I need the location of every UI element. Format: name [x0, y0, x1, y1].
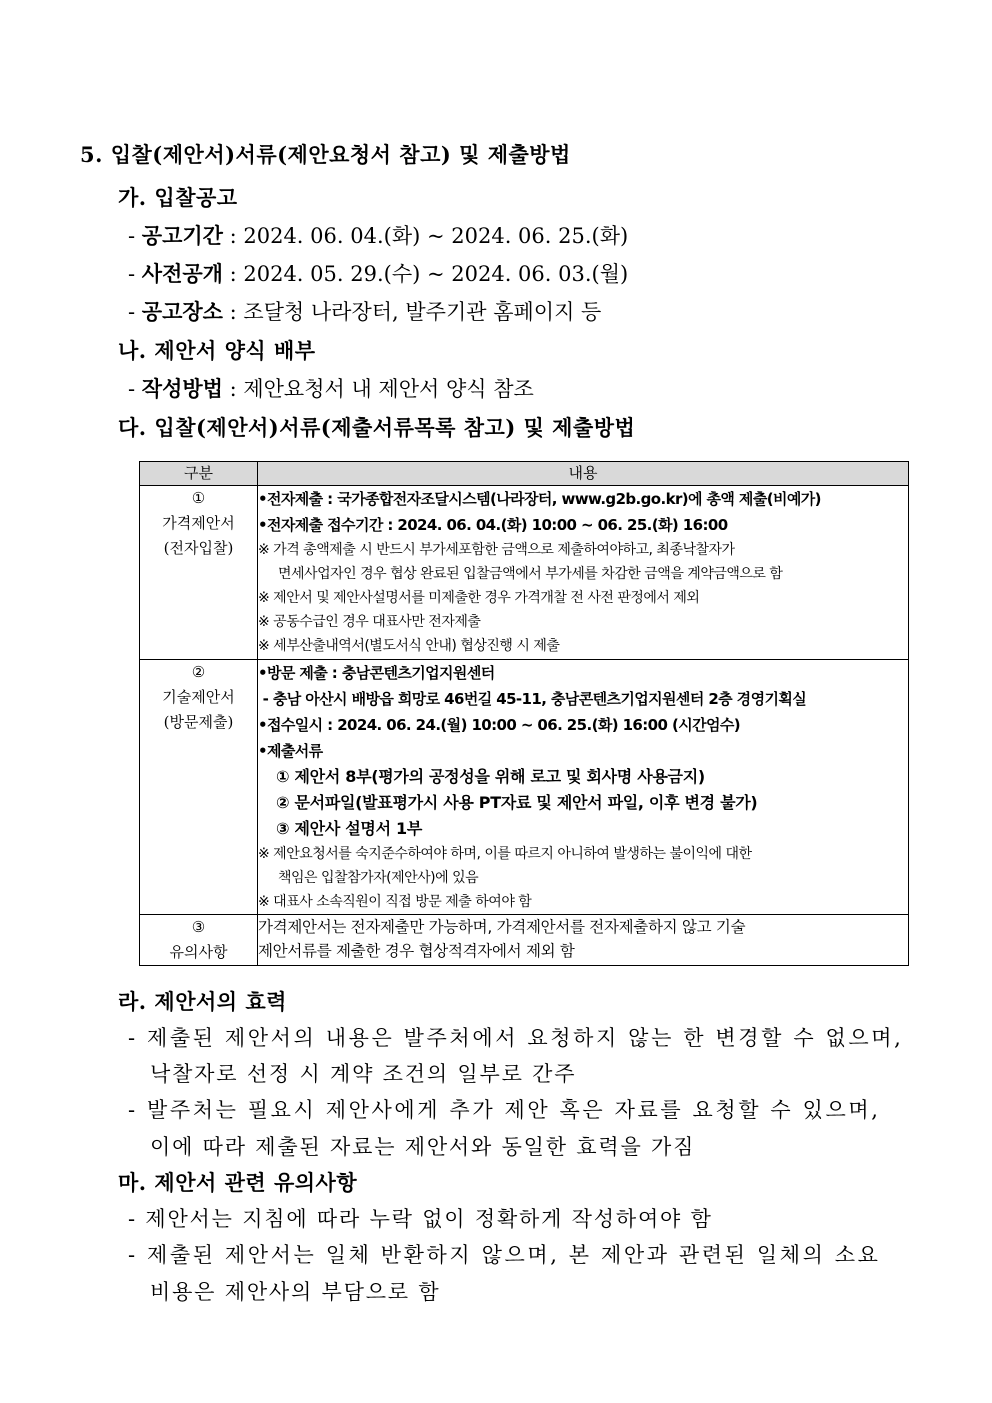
- content-line: •제출서류: [258, 742, 323, 760]
- note-line: ※ 세부산출내역서(별도서식 안내) 협상진행 시 제출: [258, 638, 560, 654]
- subsection-heading-na: 나. 제안서 양식 배부: [118, 338, 316, 363]
- content-line: •전자제출 : 국가종합전자조달시스템(나라장터, www.g2b.go.kr)에 총액 제출(비예가): [258, 490, 821, 508]
- content-line: 제안서류를 제출한 경우 협상적격자에서 제외 함: [258, 942, 575, 960]
- row-number: ②: [191, 663, 206, 681]
- item-value: : 제안요청서 내 제안서 양식 참조: [222, 377, 534, 401]
- note-line: ※ 가격 총액제출 시 반드시 부가세포함한 금액으로 제출하여야하고, 최종낙찰자가: [258, 542, 735, 558]
- row-label-price: [140, 486, 258, 660]
- table-row: [140, 660, 909, 915]
- item-label: 공고장소: [141, 299, 223, 324]
- subsection-heading-da: 다. 입찰(제안서)서류(제출서류목록 참고) 및 제출방법: [118, 415, 636, 440]
- note-line: 책임은 입찰참가자(제안사)에 있음: [278, 870, 479, 886]
- content-line: 가격제안서는 전자제출만 가능하며, 가격제안서를 전자제출하지 않고 기술: [258, 918, 746, 936]
- content-line: •방문 제출 : 충남콘텐츠기업지원센터: [258, 664, 495, 682]
- subsection-heading-ga: 가. 입찰공고: [118, 185, 238, 210]
- paragraph-line: 비용은 제안사의 부담으로 함: [150, 1280, 441, 1304]
- paragraph-line: 이에 따라 제출된 자료는 제안서와 동일한 효력을 가짐: [150, 1135, 696, 1159]
- item-value: : 조달청 나라장터, 발주기관 홈페이지 등: [222, 300, 602, 324]
- content-line: •전자제출 접수기간 : 2024. 06. 04.(화) 10:00 ~ 06. 25.(화) 16:00: [258, 516, 728, 534]
- table-row: [140, 486, 909, 660]
- paragraph-line: - 발주처는 필요시 제안사에게 추가 제안 혹은 자료를 요청할 수 있으며,: [128, 1098, 881, 1122]
- section-title: 5. 입찰(제안서)서류(제안요청서 참고) 및 제출방법: [80, 142, 571, 167]
- item-value: : 2024. 06. 04.(화) ~ 2024. 06. 25.(화): [222, 224, 629, 248]
- item-label: 공고기간: [141, 223, 223, 248]
- submission-table: [139, 461, 909, 966]
- note-line: ※ 제안요청서를 숙지준수하여야 하며, 이를 따르지 아니하여 발생하는 불이익에 대한: [258, 846, 752, 862]
- item-label: 작성방법: [141, 376, 223, 401]
- row-label-caution: [140, 915, 258, 966]
- row-name: 가격제안서: [162, 514, 235, 532]
- subsection-heading-ma: 마. 제안서 관련 유의사항: [118, 1170, 358, 1195]
- note-line: ※ 공동수급인 경우 대표사만 전자제출: [258, 614, 481, 630]
- paragraph-line: 낙찰자로 선정 시 계약 조건의 일부로 간주: [150, 1062, 577, 1086]
- table-header-row: [140, 462, 909, 486]
- content-line: - 충남 아산시 배방읍 희망로 46번길 45-11, 충남콘텐츠기업지원센터 2층 경영기획실: [258, 690, 807, 708]
- list-item-writing-method: - 작성방법 : 제안요청서 내 제안서 양식 참조: [128, 376, 534, 401]
- content-line: •접수일시 : 2024. 06. 24.(월) 10:00 ~ 06. 25.(화) 16:00 (시간엄수): [258, 716, 741, 734]
- table-row: [140, 915, 909, 966]
- note-line: ※ 대표사 소속직원이 직접 방문 제출 하여야 함: [258, 894, 532, 910]
- row-method: (방문제출): [163, 713, 234, 731]
- header-gubun: 구분: [140, 462, 258, 486]
- list-item-preview-period: - 사전공개 : 2024. 05. 29.(수) ~ 2024. 06. 03.(월): [128, 261, 629, 286]
- row-number: ①: [191, 489, 206, 507]
- paragraph-line: - 제출된 제안서의 내용은 발주처에서 요청하지 않는 한 변경할 수 없으며,: [128, 1026, 904, 1050]
- list-item-notice-place: - 공고장소 : 조달청 나라장터, 발주기관 홈페이지 등: [128, 299, 602, 324]
- paragraph-line: - 제출된 제안서는 일체 반환하지 않으며, 본 제안과 관련된 일체의 소요: [128, 1243, 881, 1267]
- row-content-price: [258, 486, 909, 660]
- subsection-heading-ra: 라. 제안서의 효력: [118, 989, 287, 1014]
- document-item: ③ 제안사 설명서 1부: [276, 819, 422, 838]
- row-name: 기술제안서: [162, 688, 235, 706]
- item-label: 사전공개: [141, 261, 223, 286]
- header-content: 내용: [258, 462, 909, 486]
- row-content-caution: [258, 915, 909, 966]
- note-line: 면세사업자인 경우 협상 완료된 입찰금액에서 부가세를 차감한 금액을 계약금액으로 함: [278, 566, 783, 582]
- note-line: ※ 제안서 및 제안사설명서를 미제출한 경우 가격개찰 전 사전 판정에서 제외: [258, 590, 700, 606]
- row-content-technical: [258, 660, 909, 915]
- row-name: 유의사항: [169, 943, 228, 961]
- list-item-notice-period: - 공고기간 : 2024. 06. 04.(화) ~ 2024. 06. 25.(화): [128, 223, 629, 248]
- document-item: ② 문서파일(발표평가시 사용 PT자료 및 제안서 파일, 이후 변경 불가): [276, 793, 758, 812]
- document-item: ① 제안서 8부(평가의 공정성을 위해 로고 및 회사명 사용금지): [276, 767, 705, 786]
- row-number: ③: [191, 918, 206, 936]
- row-label-technical: [140, 660, 258, 915]
- row-method: (전자입찰): [163, 539, 234, 557]
- item-value: : 2024. 05. 29.(수) ~ 2024. 06. 03.(월): [222, 262, 629, 286]
- paragraph-line: - 제안서는 지침에 따라 누락 없이 정확하게 작성하여야 함: [128, 1207, 713, 1231]
